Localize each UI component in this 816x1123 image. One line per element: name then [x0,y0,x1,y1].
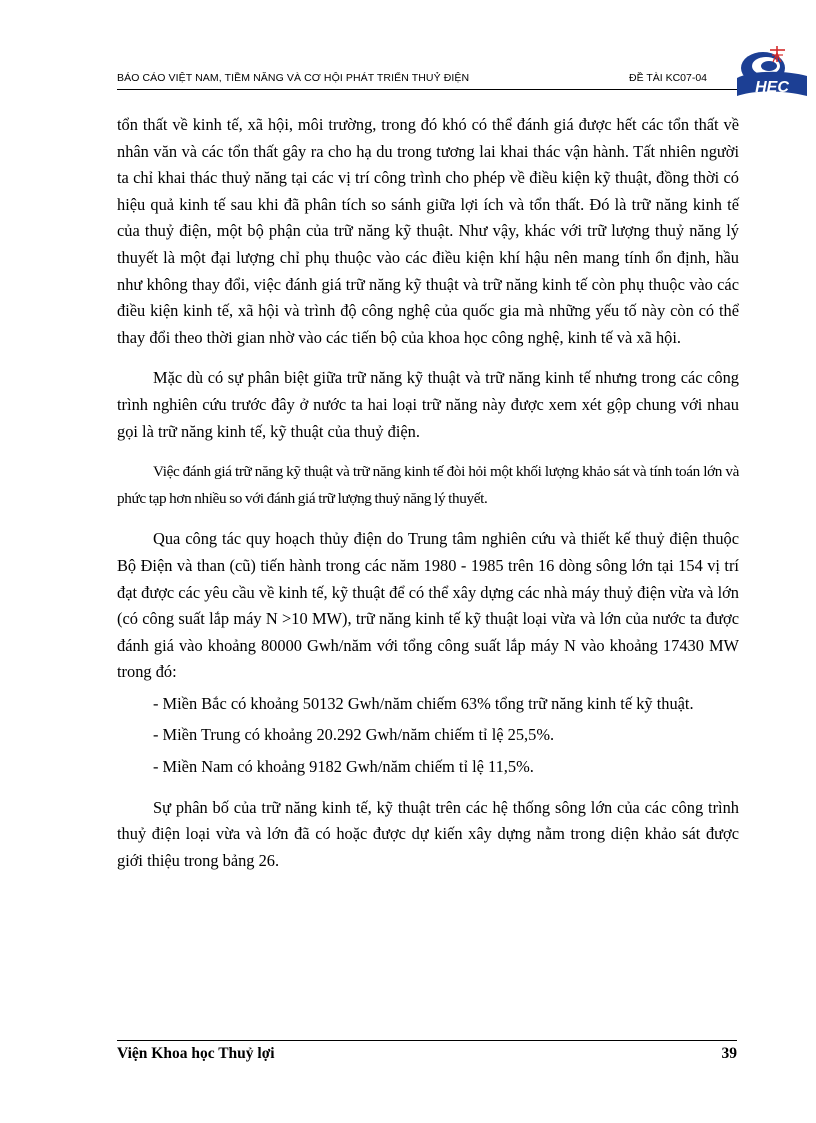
list-item-central: - Miền Trung có khoảng 20.292 Gwh/năm chiếm tỉ lệ 25,5%. [153,725,555,745]
footer-institute: Viện Khoa học Thuỷ lợi [117,1045,275,1062]
page-header [117,70,737,90]
paragraph-planning: Qua công tác quy hoạch thủy điện do Trung tâm nghiên cứu và thiết kế thuỷ điện thuộc Bộ Điện và than (cũ) tiến hành trong các năm 1980 - 1985 trên 16 dòng sông lớn tại 154 vị trí đạt được các yêu cầu về kinh tế, kỹ thuật để có thể xây dựng các nhà máy thuỷ điện vừa và lớn (có công suất lắp máy N >10 MW), trữ năng kinh tế kỹ thuật loại vừa và lớn của nước ta được đánh giá vào khoảng 80000 Gwh/năm với tổng công suất lắp máy N vào khoảng 17430 MW trong đó: [117,529,739,682]
page-number: 39 [721,1045,737,1062]
header-divider [117,89,737,90]
paragraph-continuation: tổn thất về kinh tế, xã hội, môi trường, trong đó khó có thể đánh giá được hết các tổn thất về nhân văn và các tổn thất gây ra cho hạ du trong tương lai khai thác vận hành. Tất nhiên người ta chỉ khai thác thuỷ năng tại các vị trí công trình cho phép về điều kiện kỹ thuật, đồng thời có hiệu quả kinh tế sau khi đã phân tích so sánh giữa lợi ích và tổn thất. Đó là trữ năng kinh tế của thuỷ điện, một bộ phận của trữ năng kỹ thuật. Như vậy, khác với trữ lượng thuỷ năng lý thuyết là một đại lượng chỉ phụ thuộc vào các điều kiện khí hậu nên mang tính ổn định, hầu như không thay đổi, việc đánh giá trữ năng kỹ thuật và trữ năng kinh tế còn phụ thuộc vào các điều kiện kinh tế, xã hội và trình độ công nghệ của quốc gia mà những yếu tố này còn có thể thay đổi theo thời gian nhờ vào các tiến bộ của khoa học công nghệ, kinh tế và xã hội. [117,115,739,347]
header-project-code: ĐỀ TÀI KC07-04 [629,72,708,84]
header-title: BÁO CÁO VIỆT NAM, TIỀM NĂNG VÀ CƠ HỘI PHÁT TRIỂN THUỶ ĐIỆN [117,72,470,84]
paragraph-distribution: Sự phân bố của trữ năng kinh tế, kỹ thuật trên các hệ thống sông lớn của các công trình thuỷ điện loại vừa và lớn đã có hoặc được dự kiến xây dựng nằm trong diện khảo sát được giới thiệu trong bảng 26. [117,797,739,870]
document-body [117,112,739,874]
paragraph-distinction: Mặc dù có sự phân biệt giữa trữ năng kỹ thuật và trữ năng kinh tế nhưng trong các công trình nghiên cứu trước đây ở nước ta hai loại trữ năng này được xem xét gộp chung với nhau gọi là trữ năng kinh tế, kỹ thuật của thuỷ điện. [117,368,739,441]
footer-divider [117,1040,737,1041]
hec-logo-icon [733,44,809,100]
paragraph-assessment: Việc đánh giá trữ năng kỹ thuật và trữ năng kinh tế đòi hỏi một khối lượng khảo sát và tính toán lớn và phức tạp hơn nhiều so với đánh giá trữ lượng thuỷ năng lý thuyết. [117,463,739,507]
list-item-south: - Miền Nam có khoảng 9182 Gwh/năm chiếm tỉ lệ 11,5%. [153,757,534,777]
list-item-north: - Miền Bắc có khoảng 50132 Gwh/năm chiếm 63% tổng trữ năng kinh tế kỹ thuật. [153,693,694,713]
logo-lettering: HEC [755,79,789,96]
